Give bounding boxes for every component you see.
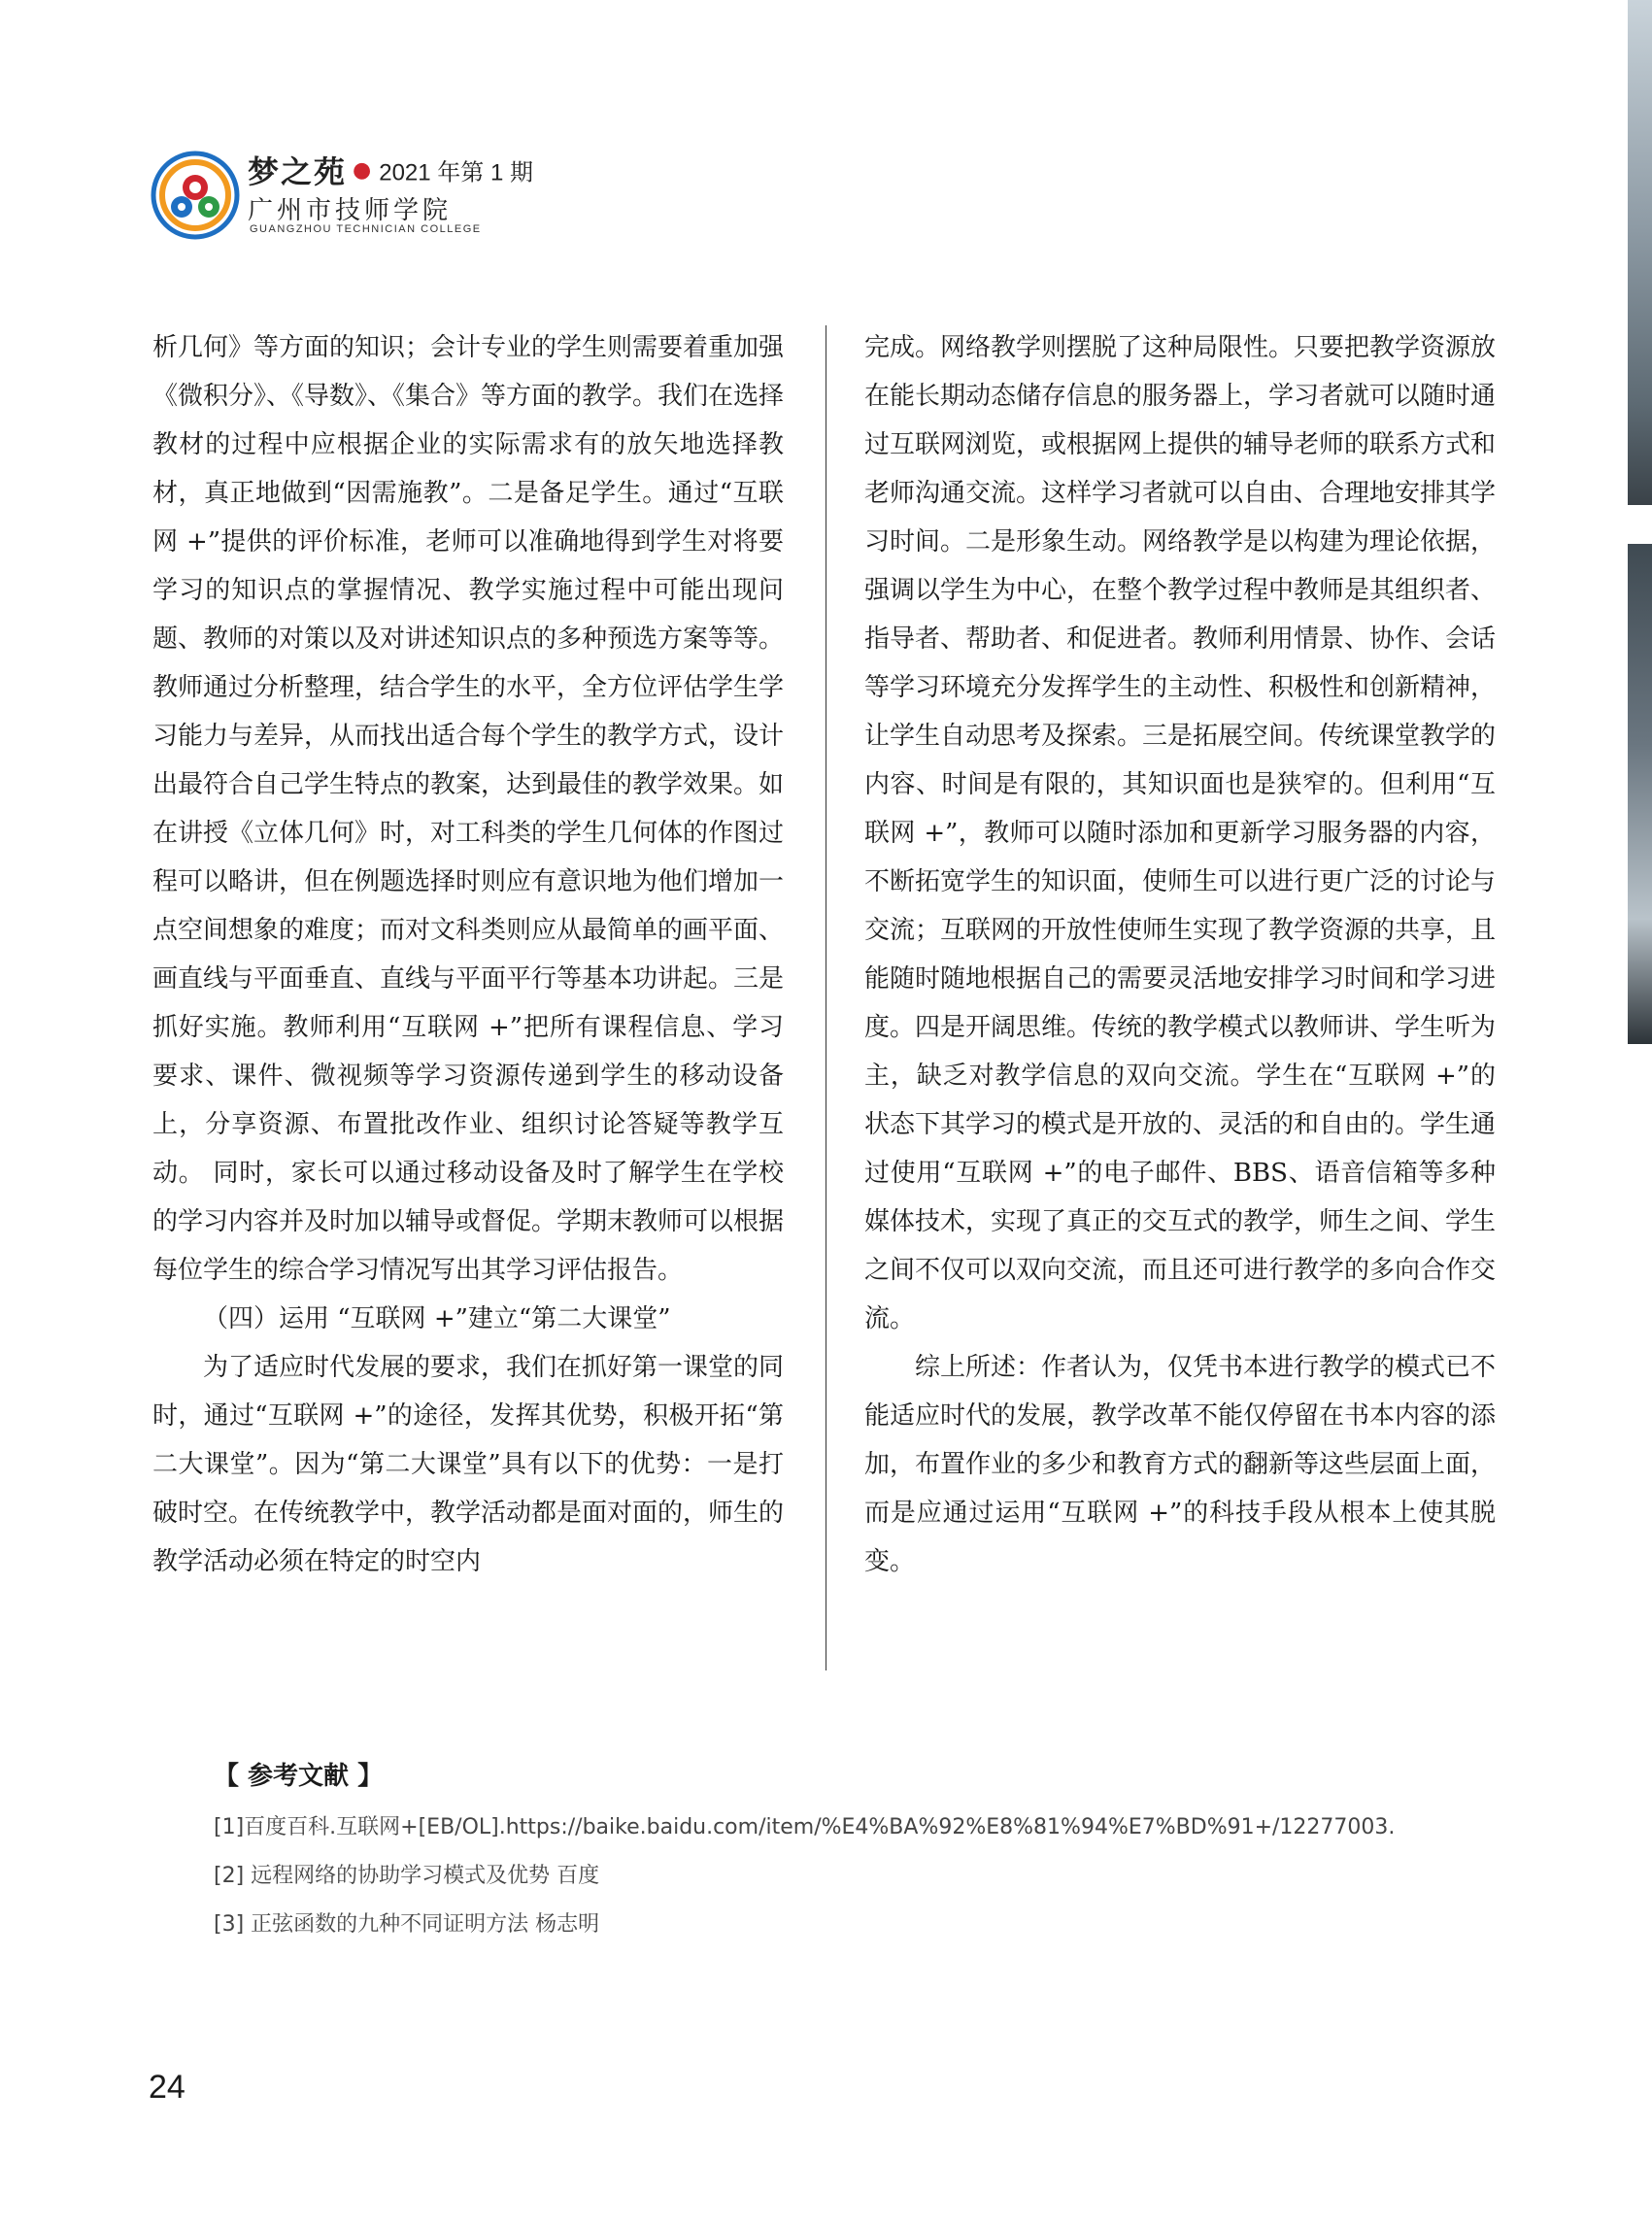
paragraph: 析几何》等方面的知识；会计专业的学生则需要着重加强《微积分》、《导数》、《集合》等方面的教学。我们在选择教材的过程中应根据企业的实际需求有的放矢地选择教材，真正地做到“因需施教”。二是备足学生。通过“互联网 +”提供的评价标准，老师可以准确地得到学生对将要学习的知识点的掌握情况、教学实施过程中可能出现问题、教师的对策以及对讲述知识点的多种预选方案等等。教师通过分析整理，结合学生的水平，全方位评估学生学习能力与差异，从而找出适合每个学生的教学方式，设计出最符合自己学生特点的教案，达到最佳的教学效果。如在讲授《立体几何》时，对工科类的学生几何体的作图过程可以略讲，但在例题选择时则应有意识地为他们增加一点空间想象的难度；而对文科类则应从最简单的画平面、画直线与平面垂直、直线与平面平行等基本功讲起。三是抓好实施。教师利用“互联网 +”把所有课程信息、学习要求、课件、微视频等学习资源传递到学生的移动设备上，分享资源、布置批改作业、组织讨论答疑等教学互动。 同时，家长可以通过移动设备及时了解学生在学校的学习内容并及时加以辅导或督促。学期末教师可以根据每位学生的综合学习情况写出其学习评估报告。 — [152, 333, 785, 1285]
brand-line — [248, 148, 533, 192]
school-name-chinese: 广州市技师学院 — [248, 196, 453, 225]
references-section — [214, 1756, 1515, 1949]
reference-item: [3] 正弦函数的九种不同证明方法 杨志明 — [214, 1912, 600, 1937]
paragraph: 为了适应时代发展的要求，我们在抓好第一课堂的同时，通过“互联网 +”的途径，发挥其优势，积极开拓“第二大课堂”。因为“第二大课堂”具有以下的优势：一是打破时空。在传统教学中，教学活动都是面对面的，师生的教学活动必须在特定的时空内 — [152, 1353, 785, 1576]
bullet-dot-icon: ● — [353, 157, 372, 183]
left-column — [152, 323, 784, 1586]
right-column — [864, 323, 1496, 1586]
references-title: 【 参考文献 】 — [214, 1762, 384, 1791]
reference-item: [1]百度百科.互联网+[EB/OL].https://baike.baidu.com/item/%E4%BA%92%E8%81%94%E7%BD%91+/12277003. — [214, 1815, 1396, 1839]
edge-photo-strip-bottom — [1628, 544, 1652, 1044]
section-heading: （四）运用 “互联网 +”建立“第二大课堂” — [203, 1304, 671, 1333]
paragraph: 完成。网络教学则摆脱了这种局限性。只要把教学资源放在能长期动态储存信息的服务器上，学习者就可以随时通过互联网浏览，或根据网上提供的辅导老师的联系方式和老师沟通交流。这样学习者就可以自由、合理地安排其学习时间。二是形象生动。网络教学是以构建为理论依据，强调以学生为中心，在整个教学过程中教师是其组织者、指导者、帮助者、和促进者。教师利用情景、协作、会话等学习环境充分发挥学生的主动性、积极性和创新精神，让学生自动思考及探索。三是拓展空间。传统课堂教学的内容、时间是有限的，其知识面也是狭窄的。但利用“互联网 +”，教师可以随时添加和更新学习服务器的内容，不断拓宽学生的知识面，使师生可以进行更广泛的讨论与交流；互联网的开放性使师生实现了教学资源的共享，且能随时随地根据自己的需要灵活地安排学习时间和学习进度。四是开阔思维。传统的教学模式以教师讲、学生听为主，缺乏对教学信息的双向交流。学生在“互联网 +”的状态下其学习的模式是开放的、灵活的和自由的。学生通过使用“互联网 +”的电子邮件、BBS、语音信箱等多种媒体技术，实现了真正的交互式的教学，师生之间、学生之间不仅可以双向交流，而且还可进行教学的多向合作交流。 — [864, 333, 1497, 1333]
edge-photo-strip-top — [1628, 0, 1652, 505]
magazine-name: 梦之苑 — [248, 153, 348, 190]
college-logo — [151, 151, 240, 240]
issue-label: 2021 年第 1 期 — [379, 159, 533, 186]
school-name-english: GUANGZHOU TECHNICIAN COLLEGE — [250, 223, 482, 235]
conclusion-paragraph: 综上所述：作者认为，仅凭书本进行教学的模式已不能适应时代的发展，教学改革不能仅停留在书本内容的添加，布置作业的多少和教育方式的翻新等这些层面上面，而是应通过运用“互联网 +”的科技手段从根本上使其脱变。 — [864, 1353, 1497, 1576]
page-number: 24 — [149, 2069, 185, 2106]
reference-item: [2] 远程网络的协助学习模式及优势 百度 — [214, 1864, 600, 1888]
page-header — [151, 146, 733, 253]
